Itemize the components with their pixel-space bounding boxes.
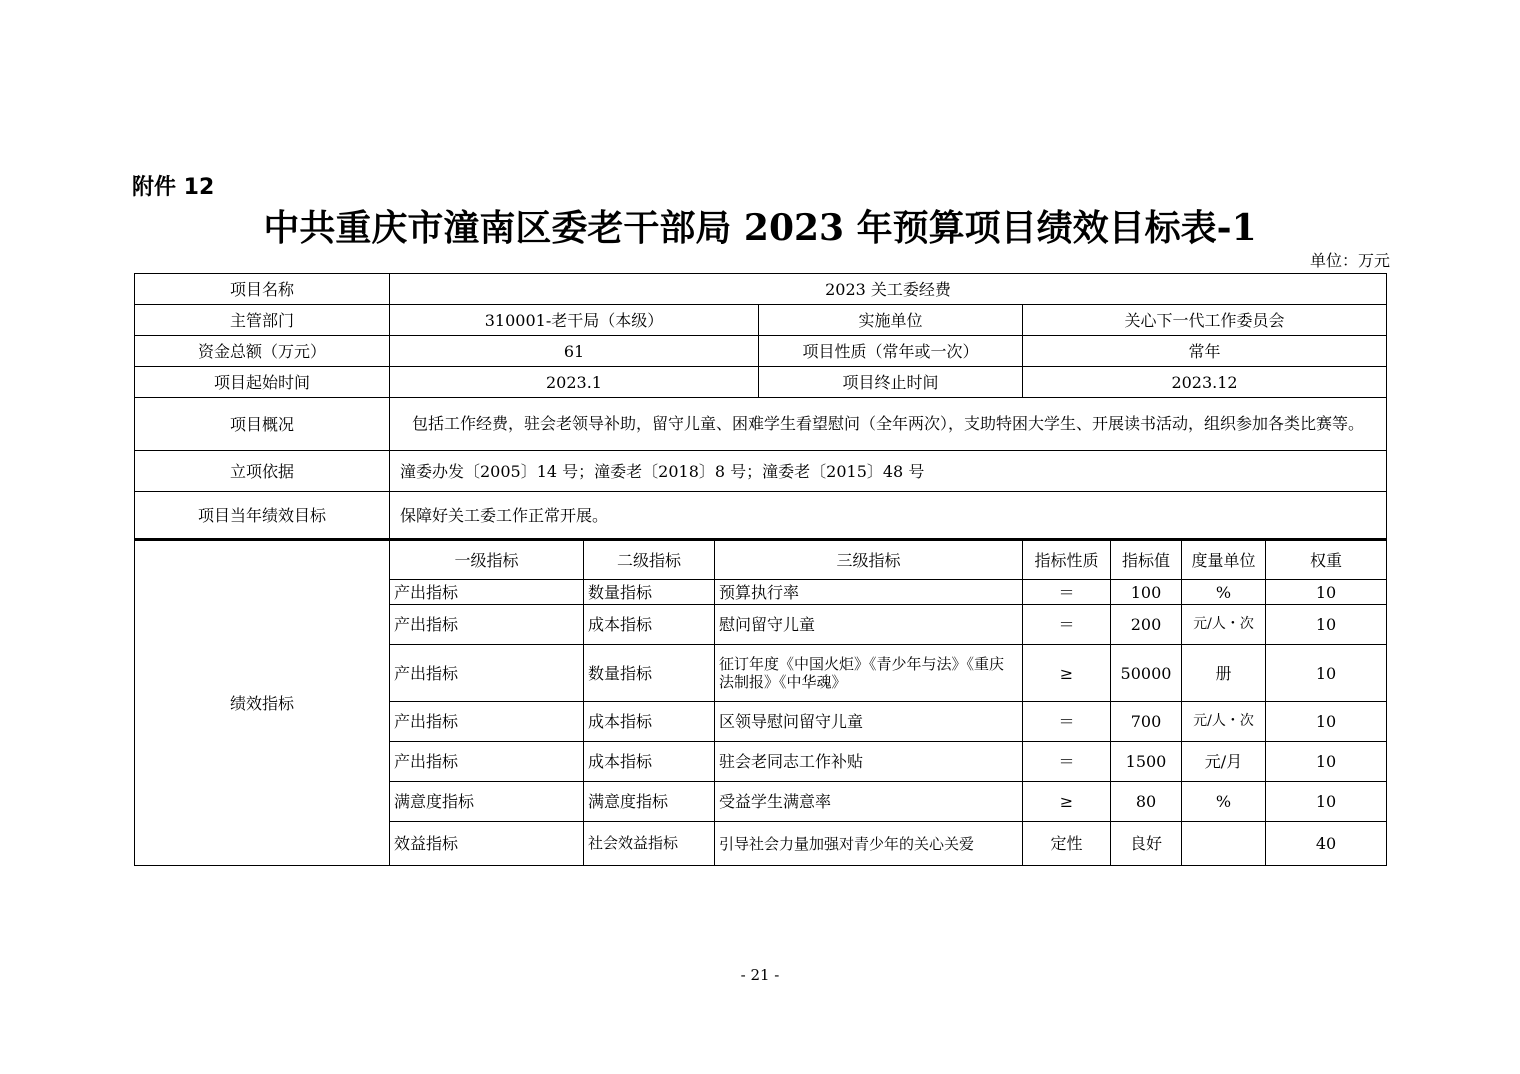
impl-unit-value: 关心下一代工作委员会 — [1023, 305, 1387, 336]
project-name-value: 2023 关工委经费 — [390, 274, 1387, 305]
overview-label: 项目概况 — [135, 398, 390, 451]
nature-label: 项目性质（常年或一次） — [759, 336, 1023, 367]
header-nature: 指标性质 — [1023, 540, 1111, 580]
indicator-level2: 数量指标 — [584, 580, 715, 605]
indicator-level3: 预算执行率 — [715, 580, 1023, 605]
indicator-unit: 册 — [1182, 645, 1266, 702]
indicator-level1: 效益指标 — [390, 822, 584, 866]
row-overview — [135, 398, 1387, 451]
goal-value: 保障好关工委工作正常开展。 — [390, 492, 1387, 540]
indicator-value: 80 — [1111, 782, 1182, 822]
basis-label: 立项依据 — [135, 451, 390, 492]
row-goal — [135, 492, 1387, 540]
indicator-unit: 元/月 — [1182, 742, 1266, 782]
indicator-level1: 产出指标 — [390, 645, 584, 702]
indicator-weight: 10 — [1266, 580, 1387, 605]
indicator-value: 200 — [1111, 605, 1182, 645]
row-basis — [135, 451, 1387, 492]
overview-value: 包括工作经费，驻会老领导补助，留守儿童、困难学生看望慰问（全年两次），支助特困大学生、开展读书活动，组织参加各类比赛等。 — [390, 398, 1387, 451]
indicator-level1: 产出指标 — [390, 742, 584, 782]
indicator-level1: 满意度指标 — [390, 782, 584, 822]
indicator-level1: 产出指标 — [390, 702, 584, 742]
indicator-level3: 受益学生满意率 — [715, 782, 1023, 822]
indicator-nature: ≥ — [1023, 782, 1111, 822]
indicator-unit: 元/人・次 — [1182, 605, 1266, 645]
indicator-weight: 10 — [1266, 742, 1387, 782]
indicator-value: 700 — [1111, 702, 1182, 742]
indicator-nature: 定性 — [1023, 822, 1111, 866]
indicator-weight: 10 — [1266, 605, 1387, 645]
row-fund — [135, 336, 1387, 367]
indicator-weight: 40 — [1266, 822, 1387, 866]
indicator-nature: ＝ — [1023, 605, 1111, 645]
impl-unit-label: 实施单位 — [759, 305, 1023, 336]
indicator-nature: ＝ — [1023, 580, 1111, 605]
indicator-nature: ＝ — [1023, 702, 1111, 742]
end-value: 2023.12 — [1023, 367, 1387, 398]
row-dept — [135, 305, 1387, 336]
indicator-level2: 成本指标 — [584, 742, 715, 782]
header-level3: 三级指标 — [715, 540, 1023, 580]
indicator-value: 50000 — [1111, 645, 1182, 702]
indicator-level2: 满意度指标 — [584, 782, 715, 822]
indicator-value: 100 — [1111, 580, 1182, 605]
indicator-level1: 产出指标 — [390, 605, 584, 645]
dept-label: 主管部门 — [135, 305, 390, 336]
indicator-unit: 元/人・次 — [1182, 702, 1266, 742]
header-level1: 一级指标 — [390, 540, 584, 580]
start-label: 项目起始时间 — [135, 367, 390, 398]
dept-value: 310001-老干局（本级） — [390, 305, 759, 336]
indicator-nature: ＝ — [1023, 742, 1111, 782]
indicator-header-row — [135, 540, 1387, 580]
project-name-label: 项目名称 — [135, 274, 390, 305]
row-time — [135, 367, 1387, 398]
indicator-level2: 成本指标 — [584, 702, 715, 742]
indicator-level2: 成本指标 — [584, 605, 715, 645]
indicator-level3: 区领导慰问留守儿童 — [715, 702, 1023, 742]
end-label: 项目终止时间 — [759, 367, 1023, 398]
indicator-value: 良好 — [1111, 822, 1182, 866]
page-title: 中共重庆市潼南区委老干部局 2023 年预算项目绩效目标表-1 — [263, 207, 1257, 249]
indicator-level3: 征订年度《中国火炬》《青少年与法》《重庆法制报》《中华魂》 — [715, 645, 1023, 702]
indicator-level1: 产出指标 — [390, 580, 584, 605]
indicator-level2: 社会效益指标 — [584, 822, 715, 866]
indicator-section-label: 绩效指标 — [135, 540, 390, 866]
indicator-level3: 引导社会力量加强对青少年的关心关爱 — [715, 822, 1023, 866]
indicator-weight: 10 — [1266, 645, 1387, 702]
header-value: 指标值 — [1111, 540, 1182, 580]
header-level2: 二级指标 — [584, 540, 715, 580]
fund-value: 61 — [390, 336, 759, 367]
goal-label: 项目当年绩效目标 — [135, 492, 390, 540]
indicator-value: 1500 — [1111, 742, 1182, 782]
indicator-unit: % — [1182, 580, 1266, 605]
indicator-level2: 数量指标 — [584, 645, 715, 702]
indicator-nature: ≥ — [1023, 645, 1111, 702]
start-value: 2023.1 — [390, 367, 759, 398]
indicator-level3: 驻会老同志工作补贴 — [715, 742, 1023, 782]
performance-table — [134, 273, 1387, 866]
indicator-unit — [1182, 822, 1266, 866]
indicator-weight: 10 — [1266, 702, 1387, 742]
header-unit: 度量单位 — [1182, 540, 1266, 580]
header-weight: 权重 — [1266, 540, 1387, 580]
unit-label: 单位：万元 — [1309, 251, 1390, 270]
page-number: - 21 - — [740, 966, 780, 984]
fund-label: 资金总额（万元） — [135, 336, 390, 367]
indicator-level3: 慰问留守儿童 — [715, 605, 1023, 645]
nature-value: 常年 — [1023, 336, 1387, 367]
indicator-weight: 10 — [1266, 782, 1387, 822]
basis-value: 潼委办发〔2005〕14 号；潼委老〔2018〕8 号；潼委老〔2015〕48 号 — [390, 451, 1387, 492]
indicator-unit: % — [1182, 782, 1266, 822]
attachment-label: 附件 12 — [132, 175, 215, 200]
row-project-name — [135, 274, 1387, 305]
